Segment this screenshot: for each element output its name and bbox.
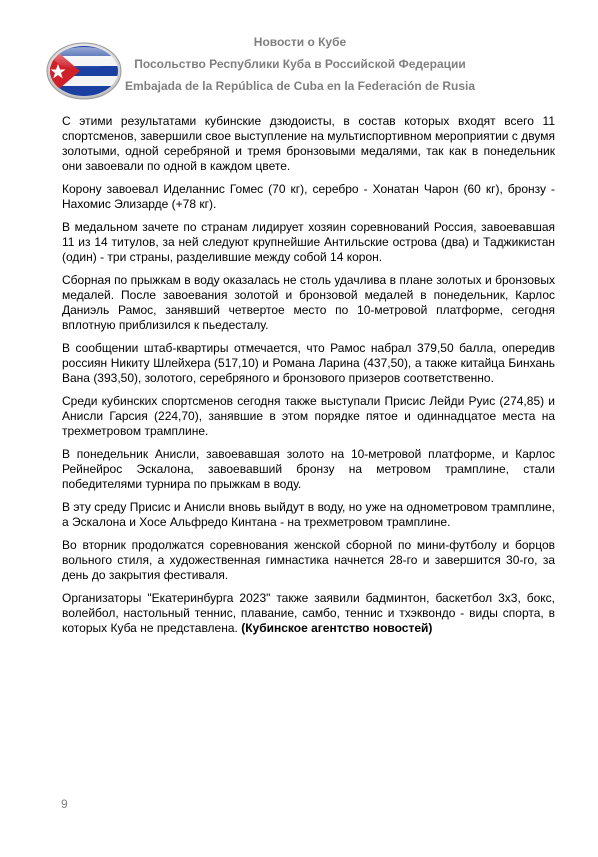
page-number: 9 [61, 797, 68, 811]
article-paragraph: С этими результатами кубинские дзюдоисты, в состав которых входят всего 11 спортсменов, завершили свое выступление на мультиспортивном мероприятии с двумя золотыми, одной серебряной и тремя бронзовыми медалями, так как в понедельник они завоевали по одной в каждом цвете. [62, 114, 555, 173]
article-paragraph: В эту среду Присис и Анисли вновь выйдут в воду, но уже на однометровом трамплине, а Эскалона и Хосе Альфредо Кинтана - на трехметровом трамплине. [62, 500, 555, 529]
page-header [0, 0, 598, 110]
embassy-name-spanish: Embajada de la República de Cuba en la Federación de Rusia [124, 79, 476, 93]
news-source: (Кубинское агентство новостей) [241, 621, 433, 635]
article-paragraph: В сообщении штаб-квартиры отмечается, что Рамос набрал 379,50 балла, опередив россиян Никиту Шлейхера (517,10) и Романа Ларина (437,50), а также китайца Бинхань Вана (393,50), золотого, серебряного и бронзового призеров соответственно. [62, 341, 555, 385]
article-paragraph: Сборная по прыжкам в воду оказалась не столь удачлива в плане золотых и бронзовых медалей. После завоевания золотой и бронзовой медалей в понедельник, Карлос Даниэль Рамос, занявший четвертое место по 10-метровой платформе, сегодня вплотную приблизился к пьедесталу. [62, 273, 555, 332]
last-paragraph-text: Организаторы "Екатеринбурга 2023" также заявили бадминтон, баскетбол 3х3, бокс, волейбол, настольный теннис, плавание, самбо, теннис и тхэквондо - виды спорта, в которых Куба не представлена. [62, 591, 555, 635]
cuban-flag-icon [46, 42, 122, 100]
embassy-name-russian: Посольство Республики Куба в Российской Федерации [134, 57, 466, 71]
article-paragraph: Корону завоевал Иделаннис Гомес (70 кг), серебро - Хонатан Чарон (60 кг), бронзу - Нахомис Элизарде (+78 кг). [62, 182, 555, 211]
article-paragraph: В понедельник Анисли, завоевавшая золото на 10-метровой платформе, и Карлос Рейнейрос Эскалона, завоевавший бронзу на метровом трамплине, стали победителями турнира по прыжкам в воду. [62, 447, 555, 491]
article-paragraph: Во вторник продолжатся соревнования женской сборной по мини-футболу и борцов вольного стиля, а художественная гимнастика начнется 28-го и завершится 30-го, за день до закрытия фестиваля. [62, 538, 555, 582]
article-body [62, 114, 555, 644]
header-title: Новости о Кубе [253, 35, 347, 49]
article-paragraph-last [62, 591, 555, 636]
article-paragraph: Среди кубинских спортсменов сегодня также выступали Присис Лейди Руис (274,85) и Анисли Гарсия (224,70), занявшие в этом порядке пятое и одиннадцатое места на трехметровом трамплине. [62, 394, 555, 438]
article-paragraph: В медальном зачете по странам лидирует хозяин соревнований Россия, завоевавшая 11 из 14 титулов, за ней следуют крупнейшие Антильские острова (два) и Таджикистан (один) - три страны, разделившие между собой 14 корон. [62, 220, 555, 264]
